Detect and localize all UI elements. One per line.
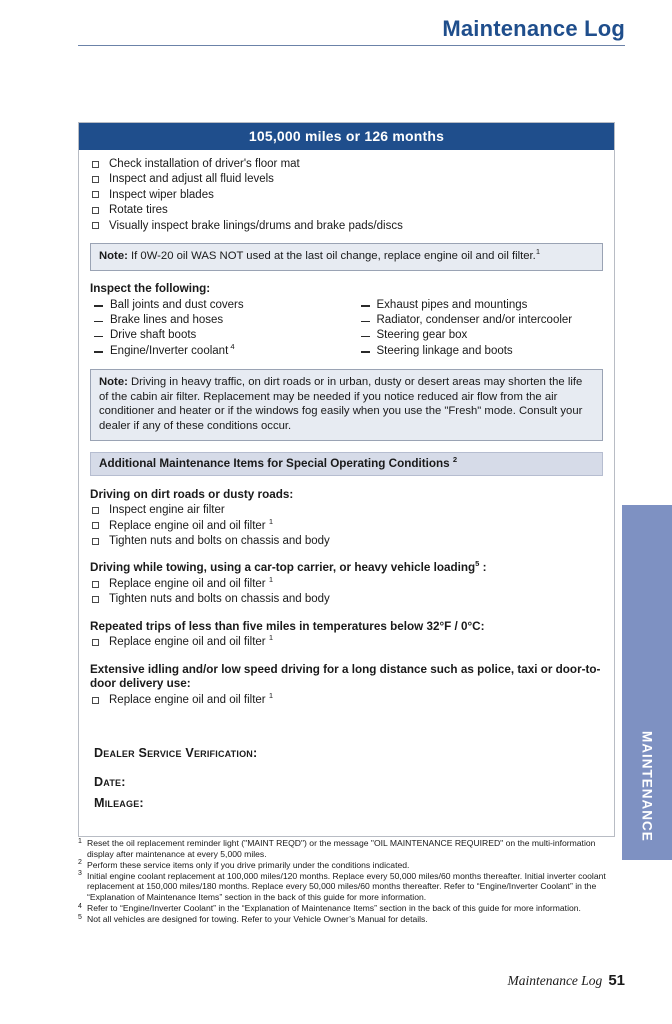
checklist-item[interactable] — [90, 503, 603, 518]
blank-line-icon[interactable] — [361, 321, 370, 322]
checklist-item-label: Tighten nuts and bolts on chassis and body — [109, 593, 330, 606]
special-conditions-banner — [90, 452, 603, 476]
footnote — [78, 838, 623, 859]
header-divider — [78, 45, 625, 46]
checklist-item-label: Visually inspect brake linings/drums and brake pads/discs — [109, 219, 403, 232]
inspect-item[interactable] — [357, 344, 604, 359]
footnote-marker: 4 — [78, 902, 82, 910]
inspect-columns — [90, 298, 603, 360]
blank-line-icon[interactable] — [361, 305, 370, 306]
blank-line-icon[interactable] — [94, 351, 103, 352]
checklist-item-label: Replace engine oil and oil filter — [109, 519, 269, 532]
blank-line-icon[interactable] — [94, 336, 103, 337]
checklist-item-label: Rotate tires — [109, 204, 168, 217]
checkbox-icon[interactable] — [92, 191, 99, 198]
inspect-item-label: Steering linkage and boots — [376, 344, 513, 357]
condition-checklist — [90, 693, 603, 708]
checkbox-icon[interactable] — [92, 538, 99, 545]
condition-heading: Driving while towing, using a car-top carrier, or heavy vehicle loading$^5$ : — [90, 559, 487, 575]
footnote — [78, 914, 623, 925]
checklist-item[interactable] — [90, 592, 603, 607]
condition-group — [90, 620, 603, 651]
condition-checklist — [90, 503, 603, 549]
footnote-text: Not all vehicles are designed for towing. Refer to your Vehicle Owner’s Manual for details. — [87, 914, 428, 925]
footnote-ref: 1 — [268, 516, 274, 526]
inspect-item[interactable] — [90, 298, 347, 313]
inspect-item-label: Ball joints and dust covers — [110, 298, 244, 311]
page-footer — [507, 972, 625, 989]
inspect-item-label: Engine/Inverter coolant — [110, 344, 229, 357]
maintenance-log-card — [78, 122, 615, 837]
checklist-item-label: Inspect wiper blades — [109, 188, 214, 201]
footer-page-number: 51 — [608, 972, 625, 989]
checklist-item[interactable] — [90, 219, 603, 234]
inspect-item-label: Exhaust pipes and mountings — [376, 298, 528, 311]
footnote-ref: 4 — [228, 342, 235, 352]
section-side-tab — [622, 505, 672, 860]
inspect-item[interactable] — [357, 328, 604, 343]
checkbox-icon[interactable] — [92, 522, 99, 529]
footnote — [78, 860, 623, 871]
note-text: If 0W-20 oil WAS NOT used at the last oil change, replace engine oil and oil filter. — [127, 250, 536, 263]
inspect-item[interactable] — [90, 344, 347, 359]
interval-title-bar: 105,000 miles or 126 months — [79, 123, 614, 150]
condition-groups — [90, 488, 603, 709]
footnote-text: Reset the oil replacement reminder light ("MAINT REQD") or the message "OIL MAINTENANCE REQUIRED" on the multi-information display after maintenance at every 5,000 miles. — [87, 838, 596, 859]
inspect-item[interactable] — [357, 313, 604, 328]
checklist-item[interactable] — [90, 577, 603, 592]
page-title: Maintenance Log — [442, 16, 625, 41]
page-header — [0, 12, 672, 52]
condition-heading-suffix: : — [479, 561, 487, 575]
checklist-item-label: Replace engine oil and oil filter — [109, 694, 269, 707]
footnote-ref: 1 — [268, 575, 274, 585]
footnote — [78, 871, 623, 903]
note-cabin-air-filter — [90, 369, 603, 440]
footer-section-label: Maintenance Log — [507, 973, 603, 988]
blank-line-icon[interactable] — [94, 321, 103, 322]
checkbox-icon[interactable] — [92, 207, 99, 214]
checklist-item[interactable] — [90, 635, 603, 650]
footnote-ref: 1 — [268, 691, 274, 701]
condition-heading: Extensive idling and/or low speed driving for a long distance such as police, taxi or door-to-door delivery use: — [90, 662, 601, 691]
blank-line-icon[interactable] — [361, 336, 370, 337]
note-label: Note: — [99, 376, 128, 389]
note-oil-grade — [90, 243, 603, 271]
note-label: Note: — [99, 250, 128, 263]
condition-group — [90, 663, 603, 709]
inspect-column-left — [90, 298, 347, 360]
blank-line-icon[interactable] — [94, 305, 103, 306]
condition-heading: Driving on dirt roads or dusty roads: — [90, 487, 294, 501]
footnote-marker: 3 — [78, 870, 82, 878]
inspect-item-label: Radiator, condenser and/or intercooler — [376, 314, 573, 327]
condition-checklist — [90, 635, 603, 650]
footnote-marker: 2 — [78, 859, 82, 867]
inspect-list-left — [90, 298, 347, 360]
footnote-ref: 2 — [452, 454, 458, 464]
checkbox-icon[interactable] — [92, 596, 99, 603]
footnotes — [78, 838, 623, 925]
inspect-item-label: Drive shaft boots — [110, 329, 197, 342]
footnote-marker: 5 — [78, 913, 82, 921]
side-tab-label: MAINTENANCE — [639, 731, 655, 842]
checklist-item[interactable] — [90, 203, 603, 218]
footnote-text: Initial engine coolant replacement at 100,000 miles/120 months. Replace every 50,000 miles/60 months thereafter. Initial inverter coolant replacement at 150,000 miles/180 months. Replace every 50,000 miles/60 months thereafter. Refer to “Engine/Inverter Coolant” in the “Explanation of Maintenance Items” section in the back of this guide for more information. — [87, 870, 606, 902]
inspect-item[interactable] — [90, 313, 347, 328]
checkbox-icon[interactable] — [92, 639, 99, 646]
footnote-ref: 5 — [475, 559, 480, 569]
checkbox-icon[interactable] — [92, 581, 99, 588]
inspect-item-label: Brake lines and hoses — [110, 314, 224, 327]
dealer-verification-label: Dealer Service Verification: — [94, 746, 258, 761]
primary-checklist — [90, 157, 603, 234]
banner-text: Additional Maintenance Items for Special Operating Conditions — [99, 456, 453, 470]
condition-group — [90, 488, 603, 550]
checklist-item-label: Inspect engine air filter — [109, 504, 225, 517]
dealer-date-label: Date: — [94, 775, 126, 790]
inspect-column-right — [347, 298, 604, 360]
checklist-item[interactable] — [90, 516, 603, 534]
checkbox-icon[interactable] — [92, 161, 99, 168]
note-text: Driving in heavy traffic, on dirt roads or in urban, dusty or desert areas may shorten the life of the cabin air filter. Replacement may be needed if you notice reduced air flow from the air conditioner and heater or if the windows fog easily when you use the "Fresh" mode. Consult your dealer if any of these conditions occur. — [99, 376, 583, 433]
inspect-item[interactable] — [357, 298, 604, 313]
checklist-item-label: Replace engine oil and oil filter — [109, 636, 269, 649]
condition-heading: Repeated trips of less than five miles in temperatures below 32°F / 0°C: — [90, 619, 485, 633]
card-body — [79, 150, 614, 836]
inspect-item-label: Steering gear box — [376, 329, 468, 342]
footnote-ref: 1 — [268, 633, 274, 643]
condition-group — [90, 561, 603, 607]
blank-line-icon[interactable] — [361, 351, 370, 352]
checklist-item[interactable] — [90, 693, 603, 708]
dealer-mileage-label: Mileage: — [94, 796, 144, 811]
footnote-text: Perform these service items only if you drive primarily under the conditions indicated. — [87, 859, 410, 870]
checklist-item[interactable] — [90, 188, 603, 203]
checklist-item-label: Tighten nuts and bolts on chassis and body — [109, 535, 330, 548]
dealer-service-verification — [90, 746, 603, 810]
checklist-item[interactable] — [90, 534, 603, 549]
inspect-item[interactable] — [90, 328, 347, 343]
checklist-item-label: Check installation of driver's floor mat — [109, 158, 300, 170]
footnote — [78, 903, 623, 914]
checklist-item-label: Replace engine oil and oil filter — [109, 578, 269, 591]
checkbox-icon[interactable] — [92, 697, 99, 704]
checklist-item[interactable] — [90, 172, 603, 187]
checkbox-icon[interactable] — [92, 176, 99, 183]
checkbox-icon[interactable] — [92, 507, 99, 514]
inspect-list-right — [357, 298, 604, 360]
condition-checklist — [90, 577, 603, 608]
checklist-item[interactable] — [90, 157, 603, 172]
footnote-ref: 1 — [535, 247, 541, 257]
footnote-text: Refer to “Engine/Inverter Coolant” in the “Explanation of Maintenance Items” section in the back of this guide for more information. — [87, 903, 581, 914]
checklist-item-label: Inspect and adjust all fluid levels — [109, 173, 274, 186]
checkbox-icon[interactable] — [92, 222, 99, 229]
inspect-heading: Inspect the following: — [90, 281, 211, 295]
footnote-marker: 1 — [78, 837, 82, 845]
